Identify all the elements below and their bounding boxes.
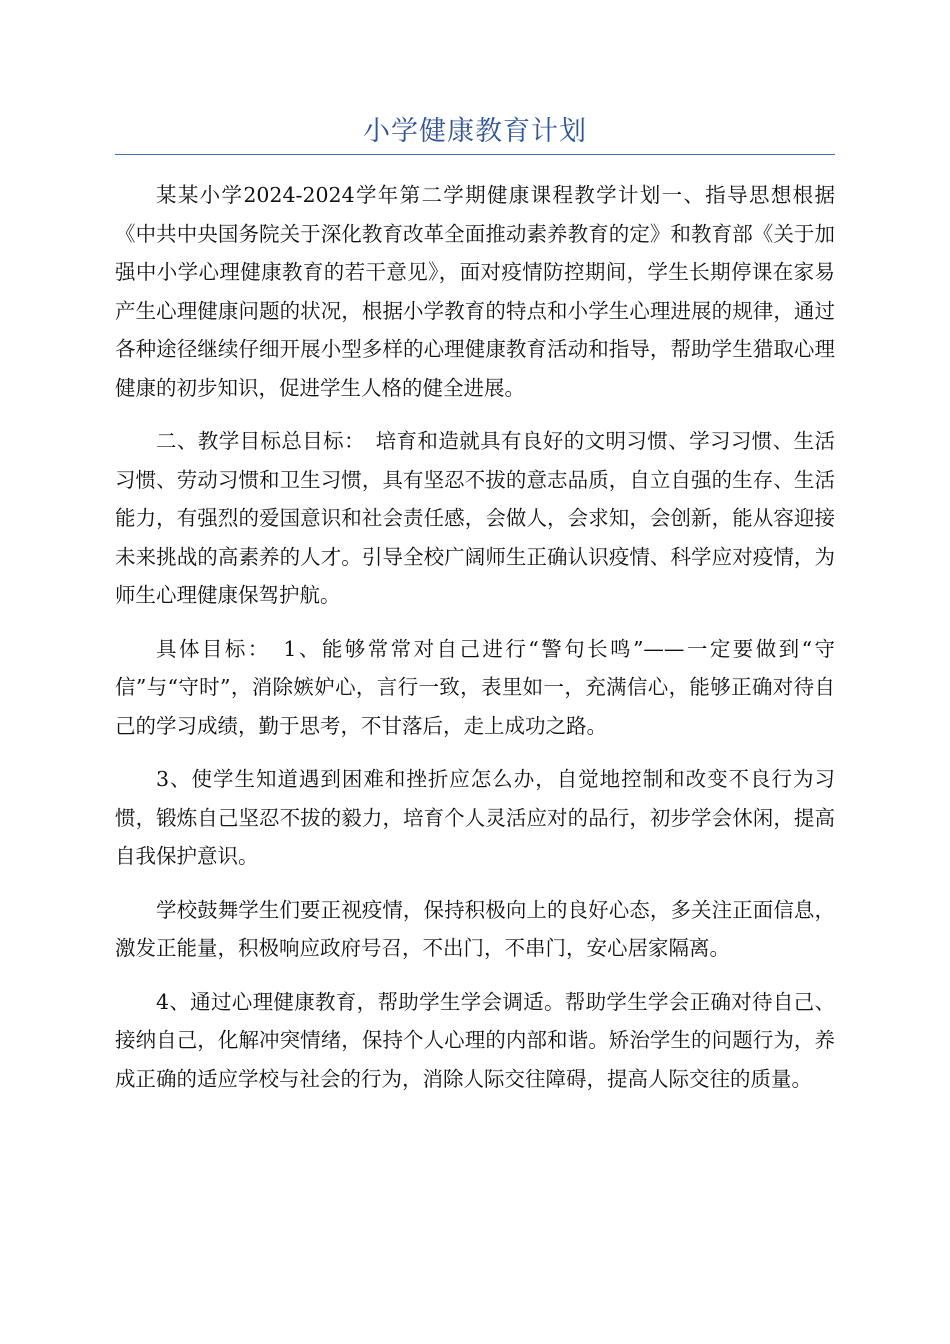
- title-underline: [115, 154, 835, 155]
- paragraph-overall-goals: 二、教学目标总目标： 培育和造就具有良好的文明习惯、学习习惯、生活习惯、劳动习惯和卫生习惯，具有坚忍不拔的意志品质，自立自强的生存、生活能力，有强烈的爱国意识和社会责任感，会做人，会求知，会创新，能从容迎接未来挑战的高素养的人才。引导全校广阔师生正确认识疫情、科学应对疫情，为师生心理健康保驾护航。: [115, 429, 835, 607]
- document-title: 小学健康教育计划: [363, 116, 587, 147]
- paragraph-encouragement: 学校鼓舞学生们要正视疫情，保持积极向上的良好心态，多关注正面信息，激发正能量，积极响应政府号召，不出门，不串门，安心居家隔离。: [115, 897, 835, 960]
- document-body: [115, 176, 835, 1113]
- paragraph-guiding-ideology: 某某小学2024-2024学年第二学期健康课程教学计划一、指导思想根据《中共中央国务院关于深化教育改革全面推动素养教育的定》和教育部《关于加强中小学心理健康教育的若干意见》，面对疫情防控期间，学生长期停课在家易产生心理健康问题的状况，根据小学教育的特点和小学生心理进展的规律，通过各种途径继续仔细开展小型多样的心理健康教育活动和指导，帮助学生猎取心理健康的初步知识，促进学生人格的健全进展。: [115, 183, 835, 400]
- paragraph-goal-3: 3、使学生知道遇到困难和挫折应怎么办，自觉地控制和改变不良行为习惯，锻炼自己坚忍不拔的毅力，培育个人灵活应对的品行，初步学会休闲，提高自我保护意识。: [115, 767, 835, 868]
- paragraph-specific-goals: 具体目标： 1、能够常常对自己进行“警句长鸣”——一定要做到“守信”与“守时”，消除嫉妒心，言行一致，表里如一，充满信心，能够正确对待自己的学习成绩，勤于思考，不甘落后，走上成功之路。: [115, 636, 835, 738]
- paragraph-goal-4: 4、通过心理健康教育，帮助学生学会调适。帮助学生学会正确对待自己、接纳自己，化解冲突情绪，保持个人心理的内部和谐。矫治学生的问题行为，养成正确的适应学校与社会的行为，消除人际交往障碍，提高人际交往的质量。: [115, 989, 835, 1091]
